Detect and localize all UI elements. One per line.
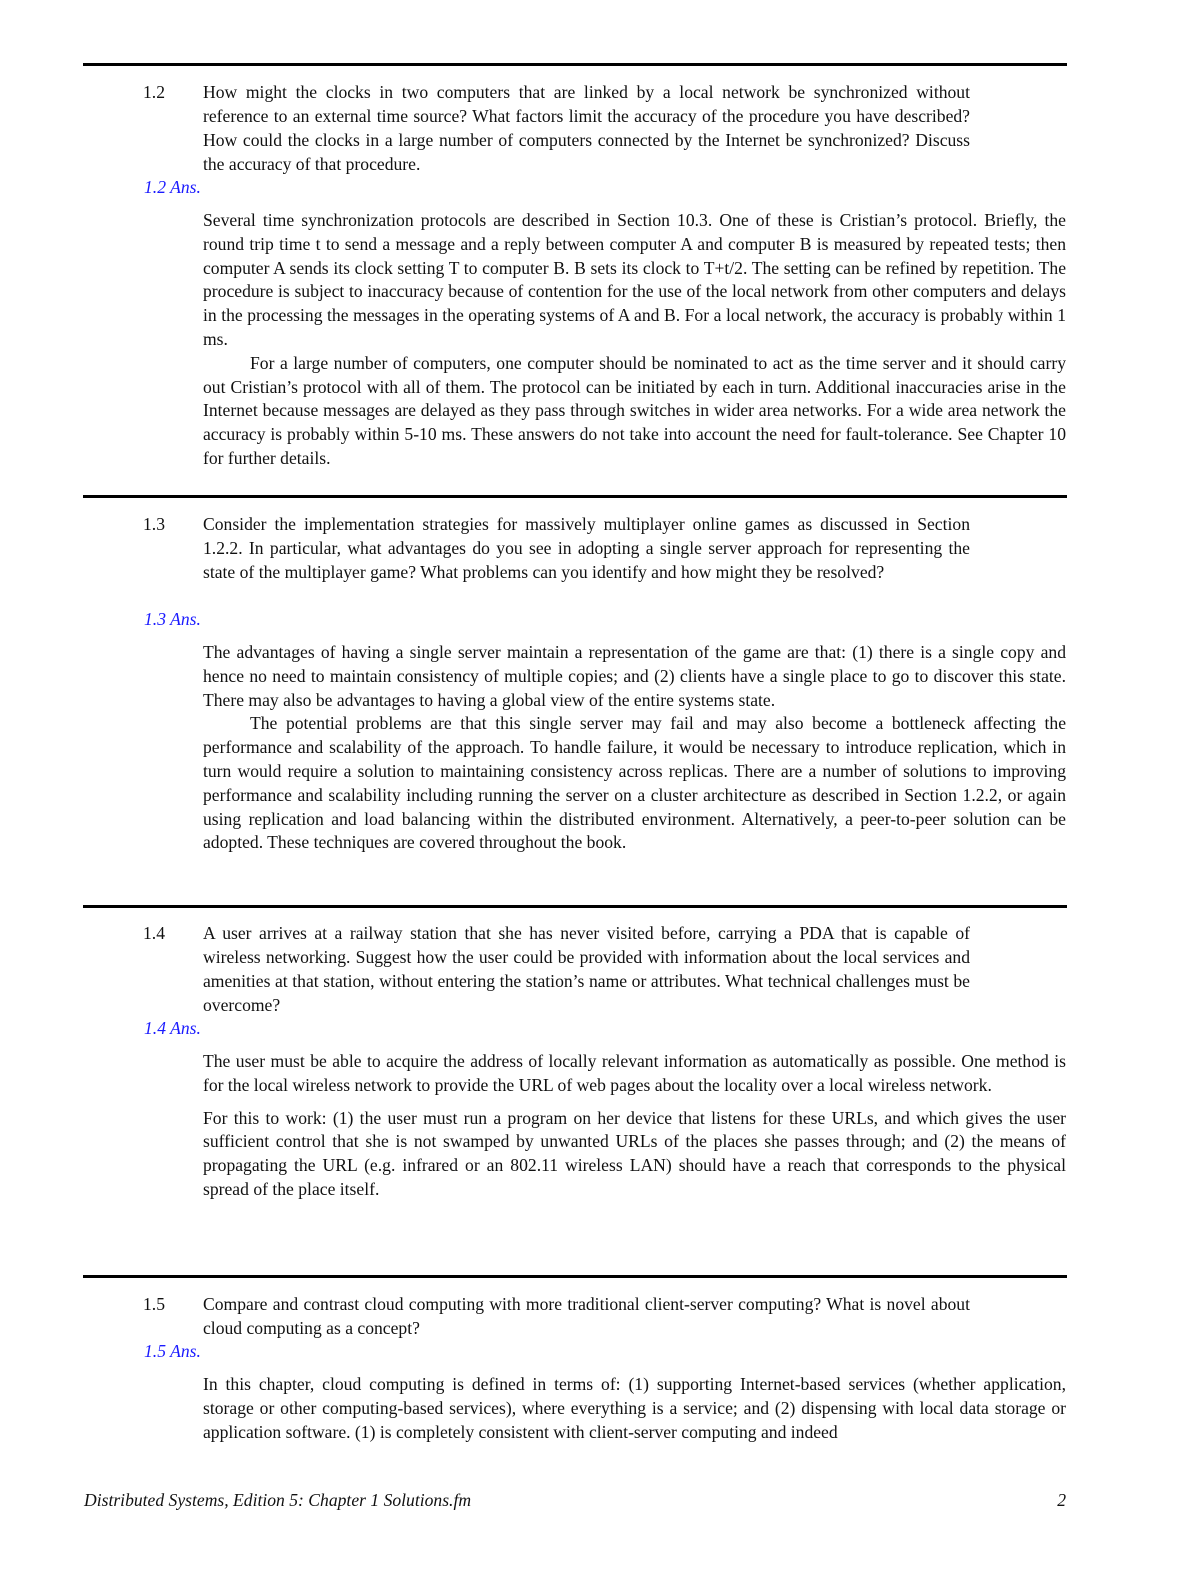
- question-text: Consider the implementation strategies for massively multiplayer online games as discussed in Section 1.2.2. In particular, what advantages do you see in adopting a single server approach for representing the state of the multiplayer game? What problems can you identify and how might they be resolved?: [203, 514, 970, 582]
- answer-text: [203, 209, 1066, 471]
- section-divider: [83, 1275, 1067, 1278]
- answer-paragraph: The user must be able to acquire the address of locally relevant information as automatically as possible. One method is for the local wireless network to provide the URL of web pages about the locality over a local wireless network.: [203, 1051, 1066, 1095]
- answer-label: 1.2 Ans.: [144, 177, 201, 197]
- answer-label: 1.5 Ans.: [144, 1341, 201, 1361]
- section-divider: [83, 495, 1067, 498]
- page-number: 2: [1057, 1490, 1066, 1510]
- answer-paragraph: In this chapter, cloud computing is defined in terms of: (1) supporting Internet-based services (whether application, storage or other computing-based services), where everything is a service; and (2) dispensing with local data storage or application software. (1) is completely consistent with client-server computing and indeed: [203, 1374, 1066, 1442]
- answer-paragraph: The potential problems are that this single server may fail and may also become a bottleneck affecting the performance and scalability of the approach. To handle failure, it would be necessary to introduce replication, which in turn would require a solution to maintaining consistency across replicas. There are a number of solutions to improving performance and scalability including running the server on a cluster architecture as described in Section 1.2.2, or again using replication and load balancing within the distributed environment. Alternatively, a peer-to-peer solution can be adopted. These techniques are covered throughout the book.: [203, 713, 1066, 853]
- question-number: 1.3: [143, 514, 165, 534]
- question-number: 1.4: [143, 923, 165, 943]
- section-divider: [83, 905, 1067, 908]
- answer-paragraph: The advantages of having a single server maintain a representation of the game are that: (1) there is a single copy and hence no need to maintain consistency of multiple copies; and (2) clients have a single place to go to discover this state. There may also be advantages to having a global view of the entire systems state.: [203, 642, 1066, 710]
- question-text: A user arrives at a railway station that she has never visited before, carrying a PDA that is capable of wireless networking. Suggest how the user could be provided with information about the local services and amenities at that station, without entering the station’s name or attributes. What technical challenges must be overcome?: [203, 923, 970, 1015]
- question-text: How might the clocks in two computers that are linked by a local network be synchronized without reference to an external time source? What factors limit the accuracy of the procedure you have described? How could the clocks in a large number of computers connected by the Internet be synchronized? Discuss the accuracy of that procedure.: [203, 82, 970, 174]
- question-text: Compare and contrast cloud computing with more traditional client-server computing? What is novel about cloud computing as a concept?: [203, 1294, 970, 1338]
- answer-label: 1.4 Ans.: [144, 1018, 201, 1038]
- question-number: 1.5: [143, 1294, 165, 1314]
- answer-paragraph: For this to work: (1) the user must run a program on her device that listens for these URLs, and which gives the user sufficient control that she is not swamped by unwanted URLs of the places she passes through; and (2) the means of propagating the URL (e.g. infrared or an 802.11 wireless LAN) should have a reach that corresponds to the physical spread of the place itself.: [203, 1107, 1066, 1199]
- answer-text: [203, 641, 1066, 855]
- answer-paragraph: For a large number of computers, one computer should be nominated to act as the time server and it should carry out Cristian’s protocol with all of them. The protocol can be initiated by each in turn. Additional inaccuracies arise in the Internet because messages are delayed as they pass through switches in wider area networks. For a wide area network the accuracy is probably within 5-10 ms. These answers do not take into account the need for fault-tolerance. See Chapter 10 for further details.: [203, 352, 1066, 468]
- answer-paragraph: Several time synchronization protocols are described in Section 10.3. One of these is Cristian’s protocol. Briefly, the round trip time t to send a message and a reply between computer A and computer B is measured by repeated tests; then computer A sends its clock setting T to computer B. B sets its clock to T+t/2. The setting can be refined by repetition. The procedure is subject to inaccuracy because of contention for the use of the local network from other computers and delays in the processing the messages in the operating systems of A and B. For a local network, the accuracy is probably within 1 ms.: [203, 210, 1066, 349]
- answer-text: [203, 1050, 1066, 1202]
- answer-label: 1.3 Ans.: [144, 609, 201, 629]
- footer-title: Distributed Systems, Edition 5: Chapter 1 Solutions.fm: [84, 1490, 472, 1510]
- question-number: 1.2: [143, 82, 165, 102]
- section-divider: [83, 63, 1067, 66]
- answer-text: [203, 1373, 1066, 1444]
